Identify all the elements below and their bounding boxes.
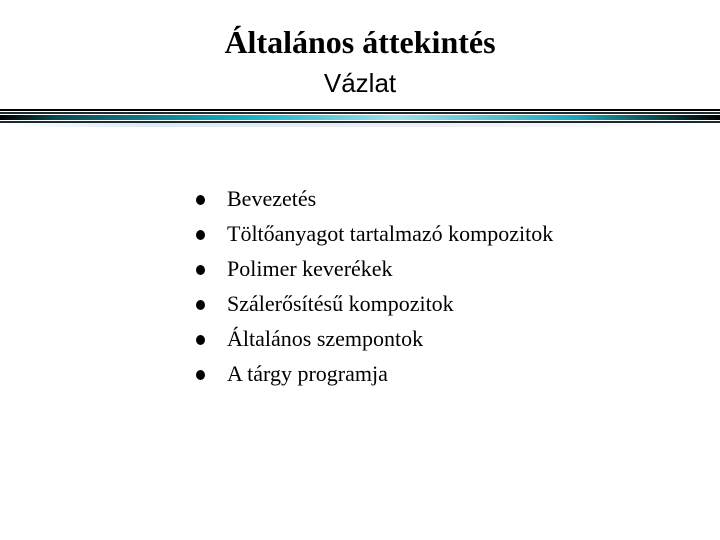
bullet-icon — [196, 300, 205, 310]
bullet-icon — [196, 265, 205, 275]
list-item-text: Bevezetés — [227, 186, 317, 211]
list-item-text: Szálerősítésű kompozitok — [227, 291, 454, 316]
list-item-text: Polimer keverékek — [227, 256, 393, 281]
title-divider — [0, 109, 720, 127]
bullet-icon — [196, 335, 205, 345]
bullet-icon — [196, 195, 205, 205]
slide-subtitle: Vázlat — [323, 68, 397, 98]
slide-title: Általános áttekintés — [224, 24, 496, 60]
bullet-icon — [196, 370, 205, 380]
list-item-text: Általános szempontok — [227, 326, 424, 351]
list-item-text: A tárgy programja — [227, 361, 388, 386]
list-item-text: Töltőanyagot tartalmazó kompozitok — [227, 221, 554, 246]
bullet-icon — [196, 230, 205, 240]
